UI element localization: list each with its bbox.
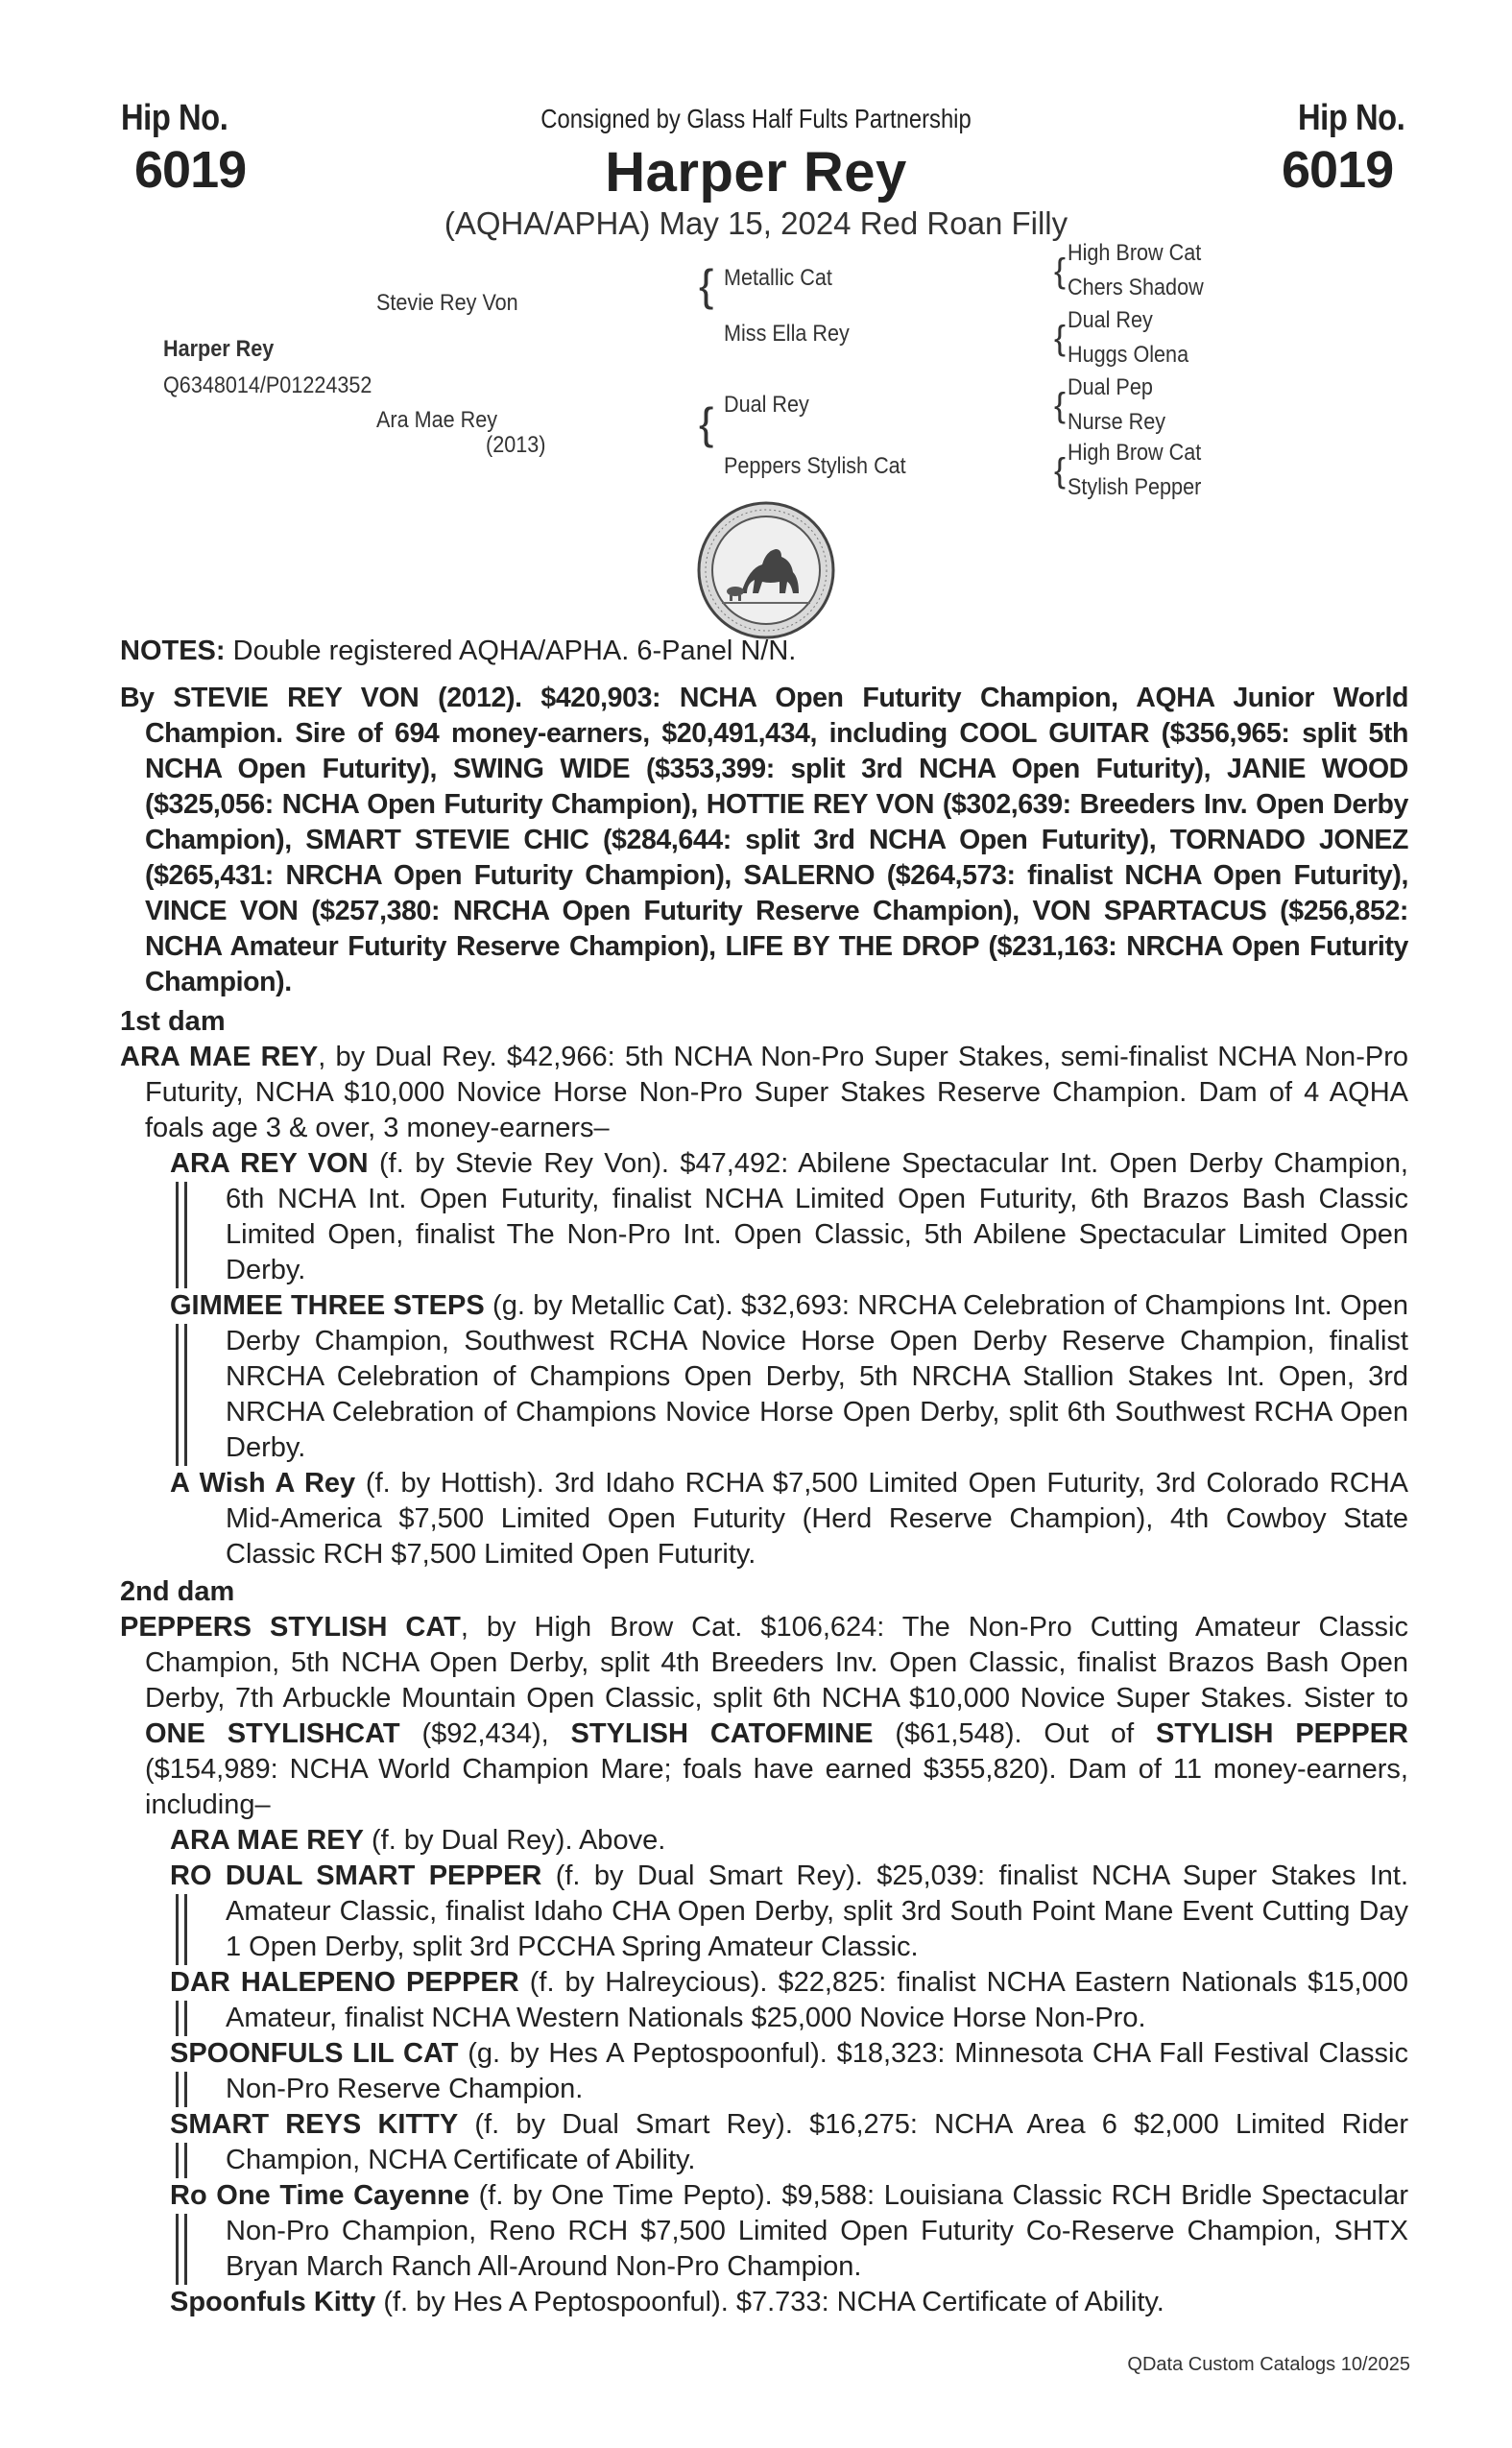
hip-number-left: 6019 bbox=[134, 141, 247, 199]
pedigree-reg-numbers: Q6348014/P01224352 bbox=[163, 372, 372, 398]
progeny-name: Spoonfuls Kitty bbox=[170, 2287, 376, 2317]
progeny-bars bbox=[176, 1324, 187, 1466]
pedigree-sire: Stevie Rey Von bbox=[376, 290, 518, 316]
progeny-entry bbox=[170, 1859, 1408, 1965]
hip-number-right: 6019 bbox=[1282, 141, 1394, 199]
pedigree-sire-dam: Miss Ella Rey bbox=[724, 321, 850, 347]
first-dam-name: ARA MAE REY bbox=[120, 1042, 319, 1072]
pedigree-dam-sire: Dual Rey bbox=[724, 392, 809, 418]
progeny-entry bbox=[170, 2107, 1408, 2178]
progeny-text: (f. by Halreycious). $22,825: finalist NCHA Eastern Nationals $15,000 Amateur, finalist NCHA Western Nationals $25,000 Novice Horse Non-Pro. bbox=[226, 1967, 1409, 2033]
notes-text: Double registered AQHA/APHA. 6-Panel N/N. bbox=[225, 636, 797, 666]
third-dam-name: STYLISH PEPPER bbox=[1156, 1718, 1408, 1749]
pedigree-dam-year: (2013) bbox=[486, 432, 546, 458]
progeny-text: (g. by Metallic Cat). $32,693: NRCHA Celebration of Champions Int. Open Derby Champion, Southwest RCHA Novice Horse Open Derby Reserve Champion, finalist NRCHA Celebration of Champions Open Derby, 5th NRCHA Stallion Stakes Int. Open, 3rd NRCHA Celebration of Champions Novice Horse Open Derby, split 6th Southwest RCHA Open Derby. bbox=[226, 1290, 1408, 1463]
second-dam-text-c: ($61,548). Out of bbox=[873, 1718, 1157, 1749]
second-dam-paragraph bbox=[120, 1610, 1408, 1823]
sibling-2: STYLISH CATOFMINE bbox=[570, 1718, 874, 1749]
progeny-text: (f. by Dual Smart Rey). $25,039: finalist NCHA Super Stakes Int. Amateur Classic, finalist Idaho CHA Open Derby, split 3rd South Point Mane Event Cutting Day 1 Open Derby, split 3rd PCCHA Spring Amateur Classic. bbox=[226, 1860, 1408, 1962]
progeny-text: (f. by Hottish). 3rd Idaho RCHA $7,500 Limited Open Futurity, 3rd Colorado RCHA Mid-America $7,500 Limited Open Futurity (Herd Reserve Champion), 4th Cowboy State Classic RCH $7,500 Limited Open Futurity. bbox=[226, 1468, 1408, 1570]
progeny-name: RO DUAL SMART PEPPER bbox=[170, 1860, 542, 1891]
brace-dam: { bbox=[699, 398, 714, 448]
progeny-text: (f. by Dual Rey). Above. bbox=[363, 1825, 666, 1856]
progeny-entry bbox=[170, 1965, 1408, 2036]
pedigree-g4: Huggs Olena bbox=[1068, 342, 1189, 368]
first-dam-text: , by Dual Rey. $42,966: 5th NCHA Non-Pro Super Stakes, semi-finalist NCHA Non-Pro Futurity, NCHA $10,000 Novice Horse Non-Pro Super Stakes Reserve Champion. Dam of 4 AQHA foals age 3 & over, 3 money-earners– bbox=[145, 1042, 1408, 1143]
pedigree-g7: High Brow Cat bbox=[1068, 440, 1202, 466]
progeny-bars bbox=[176, 1182, 187, 1288]
pedigree-g2: Chers Shadow bbox=[1068, 275, 1204, 300]
pedigree-g1: High Brow Cat bbox=[1068, 240, 1202, 266]
progeny-name: DAR HALEPENO PEPPER bbox=[170, 1967, 519, 1998]
pedigree-subject: Harper Rey bbox=[163, 336, 275, 362]
ncha-seal-icon bbox=[695, 499, 837, 641]
progeny-entry bbox=[170, 1288, 1408, 1466]
progeny-text: (f. by One Time Pepto). $9,588: Louisiana Classic RCH Bridle Spectacular Non-Pro Champion, Reno RCH $7,500 Limited Open Futurity Co-Reserve Champion, SHTX Bryan March Ranch All-Around Non-Pro Champion. bbox=[226, 2180, 1408, 2282]
second-dam-name: PEPPERS STYLISH CAT bbox=[120, 1612, 461, 1643]
progeny-name: ARA MAE REY bbox=[170, 1825, 364, 1856]
progeny-name: ARA REY VON bbox=[170, 1148, 369, 1179]
progeny-entry bbox=[170, 2178, 1408, 2285]
brace-sire: { bbox=[699, 260, 714, 310]
progeny-name: A Wish A Rey bbox=[170, 1468, 356, 1499]
pedigree-g5: Dual Pep bbox=[1068, 374, 1153, 400]
progeny-bars bbox=[176, 2001, 187, 2036]
progeny-bars bbox=[176, 1894, 187, 1965]
progeny-name: Ro One Time Cayenne bbox=[170, 2180, 469, 2211]
second-dam-text-b: ($92,434), bbox=[399, 1718, 571, 1749]
footer-credit: QData Custom Catalogs 10/2025 bbox=[1127, 2354, 1410, 2375]
brace-g2: { bbox=[1054, 318, 1067, 357]
hip-label-left: Hip No. bbox=[121, 98, 228, 138]
pedigree-g6: Nurse Rey bbox=[1068, 409, 1166, 435]
progeny-text: (g. by Hes A Peptospoonful). $18,323: Minnesota CHA Fall Festival Classic Non-Pro Reserve Champion. bbox=[226, 2038, 1408, 2104]
progeny-text: (f. by Dual Smart Rey). $16,275: NCHA Area 6 $2,000 Limited Rider Champion, NCHA Certificate of Ability. bbox=[226, 2109, 1408, 2175]
second-dam-text-d: ($154,989: NCHA World Champion Mare; foals have earned $355,820). Dam of 11 money-earners, including– bbox=[145, 1754, 1408, 1820]
progeny-name: SMART REYS KITTY bbox=[170, 2109, 459, 2140]
brace-g1: { bbox=[1054, 251, 1067, 290]
progeny-entry bbox=[170, 2285, 1408, 2320]
progeny-entry bbox=[170, 1466, 1408, 1572]
progeny-name: GIMMEE THREE STEPS bbox=[170, 1290, 485, 1321]
progeny-bars bbox=[176, 2214, 187, 2285]
first-dam-paragraph bbox=[120, 1040, 1408, 1146]
brace-g4: { bbox=[1054, 450, 1067, 490]
progeny-name: SPOONFULS LIL CAT bbox=[170, 2038, 459, 2069]
pedigree-dam: Ara Mae Rey bbox=[376, 407, 498, 433]
progeny-text: (f. by Stevie Rey Von). $47,492: Abilene Spectacular Int. Open Derby Champion, 6th NCHA Int. Open Futurity, finalist NCHA Limited Open Futurity, 6th Brazos Bash Classic Limited Open, finalist The Non-Pro Int. Open Classic, 5th Abilene Spectacular Limited Open Derby. bbox=[226, 1148, 1408, 1285]
pedigree-sire-sire: Metallic Cat bbox=[724, 265, 832, 291]
brace-g3: { bbox=[1054, 385, 1067, 424]
second-dam-text-a: , by High Brow Cat. $106,624: The Non-Pro Cutting Amateur Classic Champion, 5th NCHA Open Derby, split 4th Breeders Inv. Open Classic, finalist Brazos Bash Open Derby, 7th Arbuckle Mountain Open Classic, split 6th NCHA $10,000 Novice Super Stakes. Sister to bbox=[145, 1612, 1408, 1714]
progeny-entry bbox=[170, 1823, 1408, 1859]
second-dam-heading: 2nd dam bbox=[120, 1576, 235, 1607]
progeny-bars bbox=[176, 2072, 187, 2107]
horse-name-title: Harper Rey bbox=[605, 141, 907, 204]
horse-description: (AQHA/APHA) May 15, 2024 Red Roan Filly bbox=[444, 205, 1068, 241]
hip-label-right: Hip No. bbox=[1298, 98, 1405, 138]
progeny-bars bbox=[176, 2143, 187, 2178]
pedigree-dam-dam: Peppers Stylish Cat bbox=[724, 453, 906, 479]
sibling-1: ONE STYLISHCAT bbox=[145, 1718, 400, 1749]
progeny-text: (f. by Hes A Peptospoonful). $7.733: NCHA Certificate of Ability. bbox=[375, 2287, 1164, 2317]
sire-paragraph: By STEVIE REY VON (2012). $420,903: NCHA Open Futurity Champion, AQHA Junior World Champion. Sire of 694 money-earners, $20,491,434, including COOL GUITAR ($356,965: split 5th NCHA Open Futurity), SWING WIDE ($353,399: split 3rd NCHA Open Futurity), JANIE WOOD ($325,056: NCHA Open Futurity Champion), HOTTIE REY VON ($302,639: Breeders Inv. Open Derby Champion), SMART STEVIE CHIC ($284,644: split 3rd NCHA Open Futurity), TORNADO JONEZ ($265,431: NRCHA Open Futurity Champion), SALERNO ($264,573: finalist NCHA Open Futurity), VINCE VON ($257,380: NRCHA Open Futurity Reserve Champion), VON SPARTACUS ($256,852: NCHA Amateur Futurity Reserve Champion), LIFE BY THE DROP ($231,163: NRCHA Open Futurity Champion). bbox=[120, 683, 1408, 997]
progeny-entry bbox=[170, 1146, 1408, 1288]
pedigree-g8: Stylish Pepper bbox=[1068, 474, 1202, 500]
progeny-entry bbox=[170, 2036, 1408, 2107]
consignor-line: Consigned by Glass Half Fults Partnership bbox=[540, 104, 972, 133]
catalog-body bbox=[120, 634, 1408, 2320]
notes-line bbox=[120, 634, 1408, 669]
notes-label: NOTES: bbox=[120, 636, 226, 666]
first-dam-heading: 1st dam bbox=[120, 1006, 226, 1037]
pedigree-g3: Dual Rey bbox=[1068, 307, 1153, 333]
